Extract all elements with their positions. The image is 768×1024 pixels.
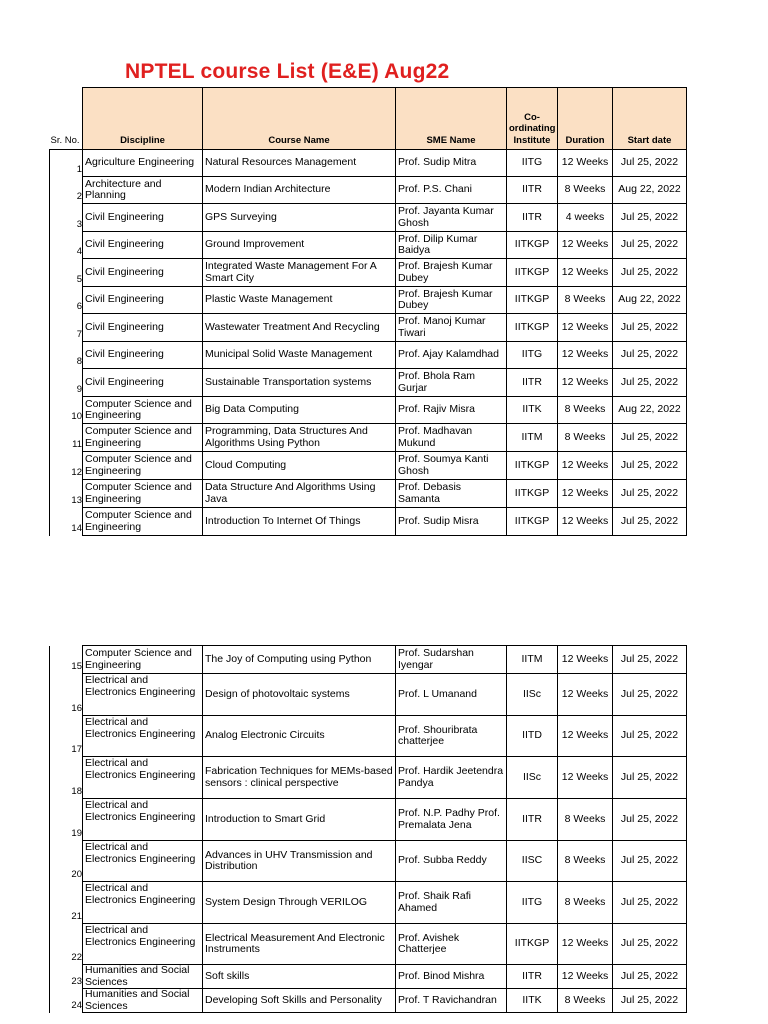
row-institute: IITR [507,177,558,204]
row-sme-name: Prof. Binod Mishra [396,965,507,989]
row-duration: 12 Weeks [558,259,613,287]
row-institute: IITKGP [507,924,558,965]
row-institute: IITG [507,882,558,924]
row-duration: 12 Weeks [558,646,613,674]
row-discipline: Civil Engineering [83,342,203,369]
row-discipline: Agriculture Engineering [83,150,203,177]
row-start-date: Jul 25, 2022 [613,369,687,397]
row-discipline: Humanities and Social Sciences [83,989,203,1013]
row-start-date: Jul 25, 2022 [613,424,687,452]
row-start-date: Jul 25, 2022 [613,342,687,369]
row-sr-no: 21 [50,882,83,924]
row-sr-no: 12 [50,452,83,480]
row-sr-no: 20 [50,841,83,882]
table-row [50,397,687,424]
row-discipline: Civil Engineering [83,369,203,397]
header-sr-no: Sr. No. [50,88,83,150]
row-sme-name: Prof. Sudip Misra [396,508,507,536]
row-sr-no: 24 [50,989,83,1013]
row-sr-no: 8 [50,342,83,369]
row-sr-no: 14 [50,508,83,536]
row-institute: IITG [507,342,558,369]
row-sr-no: 11 [50,424,83,452]
row-start-date: Jul 25, 2022 [613,452,687,480]
header-row [50,88,687,150]
row-sr-no: 13 [50,480,83,508]
row-course-name: Fabrication Techniques for MEMs-based sensors : clinical perspective [203,757,396,799]
header-discipline: Discipline [83,88,203,150]
row-course-name: Soft skills [203,965,396,989]
row-discipline: Civil Engineering [83,204,203,232]
row-sme-name: Prof. Hardik Jeetendra Pandya [396,757,507,799]
row-course-name: Programming, Data Structures And Algorithms Using Python [203,424,396,452]
row-institute: IITKGP [507,480,558,508]
row-start-date: Jul 25, 2022 [613,204,687,232]
table-row [50,646,687,674]
row-discipline: Humanities and Social Sciences [83,965,203,989]
row-sme-name: Prof. Debasis Samanta [396,480,507,508]
row-course-name: Natural Resources Management [203,150,396,177]
table-row [50,369,687,397]
table-row [50,342,687,369]
row-sme-name: Prof. Shouribrata chatterjee [396,716,507,757]
table-row [50,674,687,716]
row-institute: IITD [507,716,558,757]
row-sme-name: Prof. Soumya Kanti Ghosh [396,452,507,480]
row-duration: 12 Weeks [558,150,613,177]
table-row [50,799,687,841]
row-duration: 12 Weeks [558,342,613,369]
row-discipline: Electrical and Electronics Engineering [83,799,203,841]
row-discipline: Civil Engineering [83,232,203,259]
row-discipline: Architecture and Planning [83,177,203,204]
row-sr-no: 6 [50,287,83,314]
row-sr-no: 18 [50,757,83,799]
row-start-date: Jul 25, 2022 [613,259,687,287]
row-duration: 12 Weeks [558,314,613,342]
row-sme-name: Prof. Sudarshan Iyengar [396,646,507,674]
row-duration: 12 Weeks [558,965,613,989]
row-duration: 8 Weeks [558,424,613,452]
table-row [50,480,687,508]
row-course-name: Integrated Waste Management For A Smart City [203,259,396,287]
table-row [50,924,687,965]
row-start-date: Jul 25, 2022 [613,480,687,508]
row-institute: IITKGP [507,232,558,259]
row-course-name: Advances in UHV Transmission and Distribution [203,841,396,882]
row-discipline: Computer Science and Engineering [83,480,203,508]
row-institute: IITR [507,799,558,841]
row-course-name: Developing Soft Skills and Personality [203,989,396,1013]
row-duration: 4 weeks [558,204,613,232]
row-sr-no: 3 [50,204,83,232]
row-discipline: Computer Science and Engineering [83,452,203,480]
row-institute: IITR [507,204,558,232]
table-row [50,287,687,314]
row-sme-name: Prof. Jayanta Kumar Ghosh [396,204,507,232]
row-start-date: Jul 25, 2022 [613,924,687,965]
row-discipline: Civil Engineering [83,314,203,342]
table-row [50,150,687,177]
row-course-name: Plastic Waste Management [203,287,396,314]
row-duration: 8 Weeks [558,882,613,924]
row-course-name: System Design Through VERILOG [203,882,396,924]
row-institute: IITKGP [507,314,558,342]
table-row [50,452,687,480]
row-sr-no: 10 [50,397,83,424]
row-start-date: Jul 25, 2022 [613,674,687,716]
row-institute: IITR [507,369,558,397]
row-sme-name: Prof. T Ravichandran [396,989,507,1013]
table-row [50,989,687,1013]
row-sr-no: 16 [50,674,83,716]
header-duration: Duration [558,88,613,150]
row-course-name: The Joy of Computing using Python [203,646,396,674]
row-duration: 12 Weeks [558,674,613,716]
row-sme-name: Prof. P.S. Chani [396,177,507,204]
row-sr-no: 5 [50,259,83,287]
row-institute: IITK [507,989,558,1013]
table-row [50,204,687,232]
row-course-name: Municipal Solid Waste Management [203,342,396,369]
row-sme-name: Prof. Bhola Ram Gurjar [396,369,507,397]
table-row [50,965,687,989]
row-discipline: Electrical and Electronics Engineering [83,716,203,757]
row-duration: 12 Weeks [558,757,613,799]
row-duration: 12 Weeks [558,232,613,259]
row-course-name: Big Data Computing [203,397,396,424]
header-sme-name: SME Name [396,88,507,150]
row-discipline: Computer Science and Engineering [83,424,203,452]
row-start-date: Jul 25, 2022 [613,716,687,757]
row-sme-name: Prof. Subba Reddy [396,841,507,882]
row-discipline: Electrical and Electronics Engineering [83,841,203,882]
row-duration: 8 Weeks [558,799,613,841]
row-sme-name: Prof. Manoj Kumar Tiwari [396,314,507,342]
row-start-date: Jul 25, 2022 [613,841,687,882]
header-institute: Co-ordinating Institute [507,88,558,150]
header-course-name: Course Name [203,88,396,150]
row-discipline: Electrical and Electronics Engineering [83,924,203,965]
row-sr-no: 23 [50,965,83,989]
table-row [50,259,687,287]
row-sr-no: 1 [50,150,83,177]
row-institute: IITKGP [507,259,558,287]
row-course-name: Sustainable Transportation systems [203,369,396,397]
table-body-1 [50,150,687,536]
row-course-name: GPS Surveying [203,204,396,232]
page-title: NPTEL course List (E&E) Aug22 [125,60,450,83]
row-institute: IITG [507,150,558,177]
table-row [50,314,687,342]
row-start-date: Aug 22, 2022 [613,177,687,204]
row-discipline: Computer Science and Engineering [83,508,203,536]
row-institute: IITM [507,424,558,452]
row-sr-no: 22 [50,924,83,965]
row-course-name: Wastewater Treatment And Recycling [203,314,396,342]
row-institute: IISc [507,674,558,716]
row-institute: IITKGP [507,508,558,536]
table-row [50,508,687,536]
row-duration: 12 Weeks [558,716,613,757]
row-start-date: Jul 25, 2022 [613,314,687,342]
row-sme-name: Prof. Brajesh Kumar Dubey [396,287,507,314]
row-course-name: Introduction To Internet Of Things [203,508,396,536]
table-row [50,177,687,204]
row-start-date: Jul 25, 2022 [613,232,687,259]
row-discipline: Electrical and Electronics Engineering [83,757,203,799]
row-course-name: Design of photovoltaic systems [203,674,396,716]
row-duration: 12 Weeks [558,369,613,397]
row-sme-name: Prof. Ajay Kalamdhad [396,342,507,369]
header-start-date: Start date [613,88,687,150]
row-duration: 12 Weeks [558,480,613,508]
row-sme-name: Prof. Sudip Mitra [396,150,507,177]
row-discipline: Civil Engineering [83,287,203,314]
row-course-name: Analog Electronic Circuits [203,716,396,757]
row-course-name: Modern Indian Architecture [203,177,396,204]
row-start-date: Jul 25, 2022 [613,757,687,799]
table-row [50,424,687,452]
row-institute: IITK [507,397,558,424]
table-row [50,757,687,799]
row-sr-no: 2 [50,177,83,204]
table-row [50,841,687,882]
row-sr-no: 9 [50,369,83,397]
row-sr-no: 17 [50,716,83,757]
row-discipline: Civil Engineering [83,259,203,287]
row-sr-no: 15 [50,646,83,674]
row-sme-name: Prof. Rajiv Misra [396,397,507,424]
row-discipline: Computer Science and Engineering [83,646,203,674]
row-discipline: Electrical and Electronics Engineering [83,882,203,924]
course-table-part-2 [49,645,687,1013]
row-duration: 12 Weeks [558,452,613,480]
row-sme-name: Prof. Dilip Kumar Baidya [396,232,507,259]
row-institute: IISC [507,841,558,882]
row-duration: 8 Weeks [558,287,613,314]
row-institute: IITKGP [507,287,558,314]
row-start-date: Jul 25, 2022 [613,882,687,924]
row-institute: IISc [507,757,558,799]
row-duration: 12 Weeks [558,508,613,536]
row-duration: 8 Weeks [558,841,613,882]
table-row [50,882,687,924]
row-duration: 8 Weeks [558,397,613,424]
row-sr-no: 7 [50,314,83,342]
row-start-date: Jul 25, 2022 [613,508,687,536]
row-sme-name: Prof. L Umanand [396,674,507,716]
row-duration: 12 Weeks [558,924,613,965]
row-duration: 8 Weeks [558,989,613,1013]
row-start-date: Aug 22, 2022 [613,287,687,314]
row-institute: IITR [507,965,558,989]
row-sr-no: 19 [50,799,83,841]
row-course-name: Data Structure And Algorithms Using Java [203,480,396,508]
row-duration: 8 Weeks [558,177,613,204]
row-start-date: Jul 25, 2022 [613,646,687,674]
row-course-name: Cloud Computing [203,452,396,480]
row-course-name: Ground Improvement [203,232,396,259]
row-institute: IITM [507,646,558,674]
row-course-name: Electrical Measurement And Electronic Instruments [203,924,396,965]
row-start-date: Aug 22, 2022 [613,397,687,424]
row-discipline: Electrical and Electronics Engineering [83,674,203,716]
table-body-2 [50,646,687,1013]
row-sme-name: Prof. N.P. Padhy Prof. Premalata Jena [396,799,507,841]
course-table-part-1 [49,87,687,536]
row-start-date: Jul 25, 2022 [613,150,687,177]
row-course-name: Introduction to Smart Grid [203,799,396,841]
row-sme-name: Prof. Madhavan Mukund [396,424,507,452]
row-institute: IITKGP [507,452,558,480]
row-sr-no: 4 [50,232,83,259]
row-sme-name: Prof. Avishek Chatterjee [396,924,507,965]
table-row [50,232,687,259]
row-sme-name: Prof. Brajesh Kumar Dubey [396,259,507,287]
row-start-date: Jul 25, 2022 [613,965,687,989]
row-start-date: Jul 25, 2022 [613,989,687,1013]
row-start-date: Jul 25, 2022 [613,799,687,841]
row-sme-name: Prof. Shaik Rafi Ahamed [396,882,507,924]
row-discipline: Computer Science and Engineering [83,397,203,424]
table-row [50,716,687,757]
